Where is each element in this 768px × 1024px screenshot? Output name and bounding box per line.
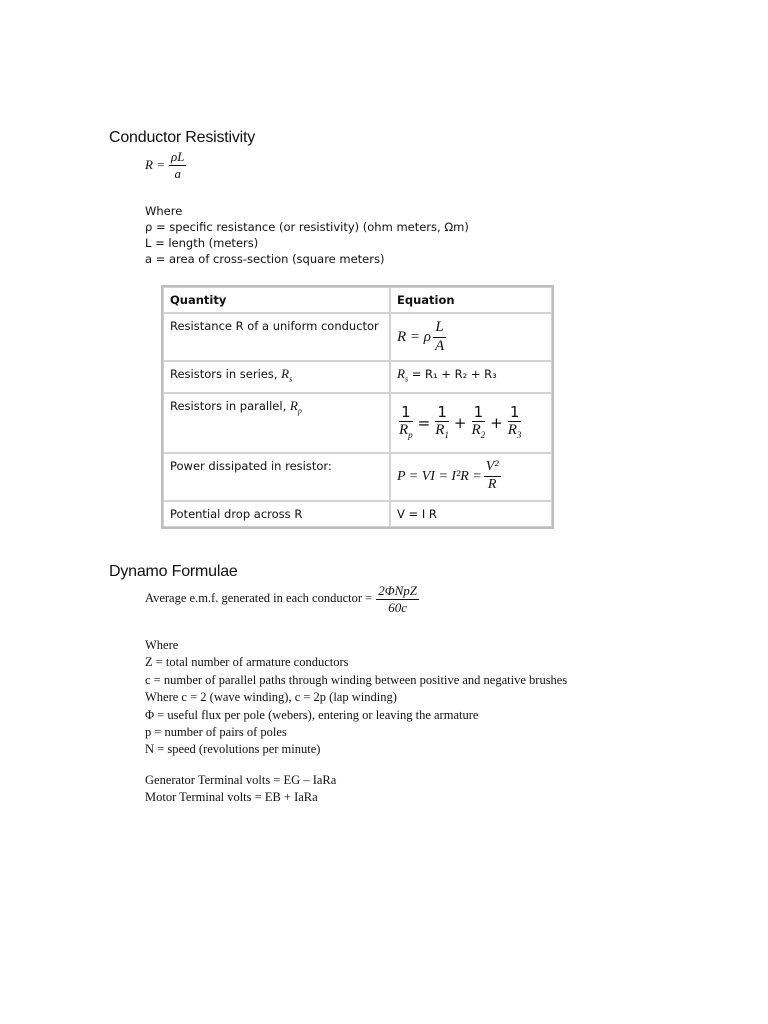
uniform-conductor-equation [397,320,446,355]
conductor-where-block [145,203,469,267]
definition-length: L = length (meters) [145,236,259,250]
definition-rho: ρ = specific resistance (or resistivity) (ohm meters, Ωm) [145,220,469,234]
definition-flux: Φ = useful flux per pole (webers), entering or leaving the armature [145,707,479,722]
eq-numerator: 1 [401,402,411,421]
table-row [163,501,552,527]
formula-denominator: a [174,165,181,181]
definition-poles: p = number of pairs of poles [145,725,287,740]
quantity-symbol [281,366,293,384]
eq-plus: + [490,413,503,432]
quantity-text: Resistors in series, [170,367,278,381]
eq-plus: + [453,413,467,432]
eq-numerator: 1 [473,402,484,421]
emf-numerator: 2ΦNpZ [378,583,417,598]
eq-numerator: 1 [509,402,520,421]
table-header-row [163,287,552,313]
den-sub: p [408,430,413,441]
quantity-cell: Potential drop across R [163,501,390,527]
quantity-cell [163,393,390,453]
symbol-r: R [289,397,298,413]
average-emf-formula [145,584,419,614]
eq-numerator: 1 [437,402,447,421]
den-symbol: R [399,422,409,439]
terminal-volts-block [145,772,336,807]
eq-lhs [397,366,409,384]
dynamo-formulae-heading: Dynamo Formulae [109,563,238,580]
eq-denominator [433,422,451,440]
den-symbol: R [507,422,517,439]
resistance-table [161,285,554,529]
table-row [163,453,552,501]
equation-cell [390,313,552,361]
eq-denominator: A [434,337,445,354]
den-symbol: R [435,422,445,439]
table-row [163,361,552,393]
eq-denominator [470,422,488,440]
den-symbol: R [471,422,481,439]
eq-fraction [433,320,446,355]
average-emf-fraction [376,584,419,614]
eq-term-rp [397,402,415,441]
dynamo-where-block [145,637,567,759]
eq-symbol: R [397,366,405,381]
eq-lhs: P = VI = I²R = [397,468,482,484]
equation-cell: V = I R [390,501,552,527]
formula-fraction [169,150,186,180]
definition-area: a = area of cross-section (square meters) [145,252,385,266]
eq-fraction [484,460,501,492]
equation-cell [390,361,552,393]
definition-z: Z = total number of armature conductors [145,655,349,670]
eq-equals: = [417,413,431,432]
eq-numerator: V² [484,460,501,477]
eq-lhs: R = ρ [397,329,431,345]
den-sub: 2 [480,430,486,441]
quantity-cell: Resistance R of a uniform conductor [163,313,390,361]
eq-rhs: = R₁ + R₂ + R₃ [408,367,497,381]
eq-numerator: L [433,320,445,338]
den-sub: 1 [444,430,449,441]
equation-cell [390,393,552,453]
formula-numerator: ρL [170,149,185,164]
power-equation [397,460,501,492]
eq-denominator [397,422,415,440]
generator-terminal-volts: Generator Terminal volts = EG – IaRa [145,773,337,787]
quantity-cell: Power dissipated in resistor: [163,453,390,501]
symbol-sub: p [297,406,302,416]
den-sub: 3 [516,430,522,441]
eq-sub: s [404,374,409,384]
header-equation: Equation [390,287,552,313]
formula-lhs: R = [145,157,165,173]
eq-denominator: R [487,477,497,493]
conductor-resistivity-heading: Conductor Resistivity [109,129,256,146]
quantity-symbol [289,397,302,416]
where-label: Where [145,638,179,652]
where-label: Where [145,204,183,218]
quantity-cell [163,361,390,393]
resistivity-formula [145,150,186,180]
eq-denominator [506,422,524,440]
eq-term-r3 [506,402,524,441]
eq-term-r1 [433,402,451,441]
definition-c: c = number of parallel paths through winding between positive and negative brushes [145,672,568,687]
header-quantity: Quantity [163,287,390,313]
average-emf-label: Average e.m.f. generated in each conductor = [145,591,373,606]
definition-speed: N = speed (revolutions per minute) [145,742,321,757]
emf-denominator: 60c [388,599,407,615]
motor-terminal-volts: Motor Terminal volts = EB + IaRa [145,790,318,805]
quantity-text: Resistors in parallel, [170,398,287,413]
table-row [163,313,552,361]
eq-term-r2 [470,402,488,441]
equation-cell [390,453,552,501]
parallel-equation [397,402,523,441]
symbol-r: R [281,366,290,381]
table-row [163,393,552,453]
symbol-sub: s [289,374,293,384]
definition-winding: Where c = 2 (wave winding), c = 2p (lap winding) [145,690,397,705]
